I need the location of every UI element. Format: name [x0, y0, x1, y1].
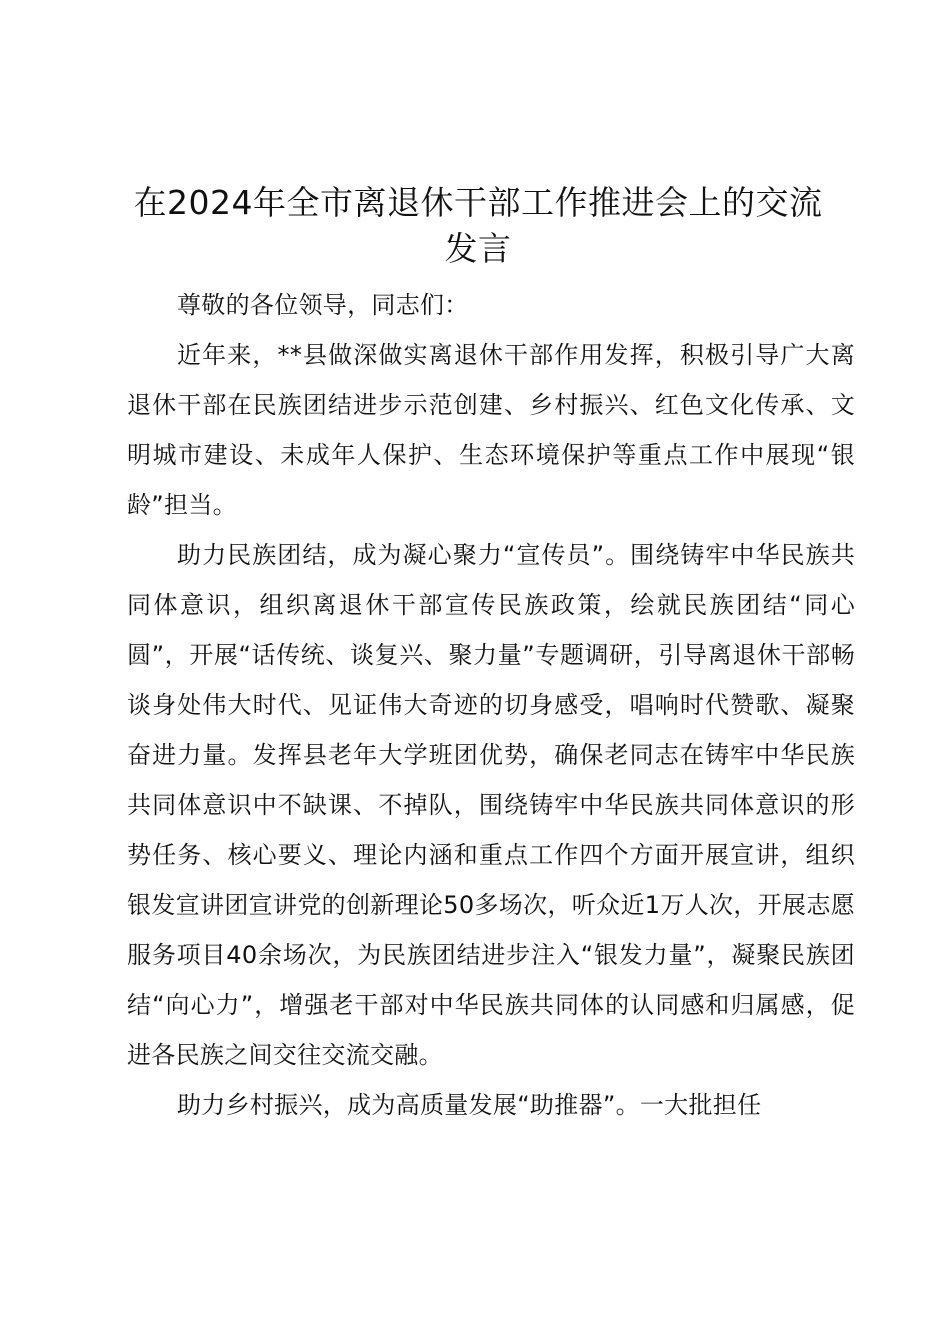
document-body — [127, 280, 855, 1130]
document-title: 在2024年全市离退休干部工作推进会上的交流发言 — [133, 183, 823, 268]
paragraph-rural-revitalization: 助力乡村振兴，成为高质量发展“助推器”。一大批担任 — [177, 1091, 762, 1119]
salutation: 尊敬的各位领导，同志们： — [177, 291, 469, 319]
paragraph-ethnic-unity: 助力民族团结，成为凝心聚力“宣传员”。围绕铸牢中华民族共同体意识，组织离退休干部宣传民族政策，绘就民族团结“同心圆”，开展“话传统、谈复兴、聚力量”专题调研，引导离退休干部畅谈身处伟大时代、见证伟大奇迹的切身感受，唱响时代赞歌、凝聚奋进力量。发挥县老年大学班团优势，确保老同志在铸牢中华民族共同体意识中不缺课、不掉队，围绕铸牢中华民族共同体意识的形势任务、核心要义、理论内涵和重点工作四个方面开展宣讲，组织银发宣讲团宣讲党的创新理论50多场次，听众近1万人次，开展志愿服务项目40余场次，为民族团结进步注入“银发力量”，凝聚民族团结“向心力”，增强老干部对中华民族共同体的认同感和归属感，促进各民族之间交往交流交融。 — [127, 541, 855, 1069]
paragraph-intro: 近年来，**县做深做实离退休干部作用发挥，积极引导广大离退休干部在民族团结进步示范创建、乡村振兴、红色文化传承、文明城市建设、未成年人保护、生态环境保护等重点工作中展现“银龄”担当。 — [127, 341, 855, 519]
